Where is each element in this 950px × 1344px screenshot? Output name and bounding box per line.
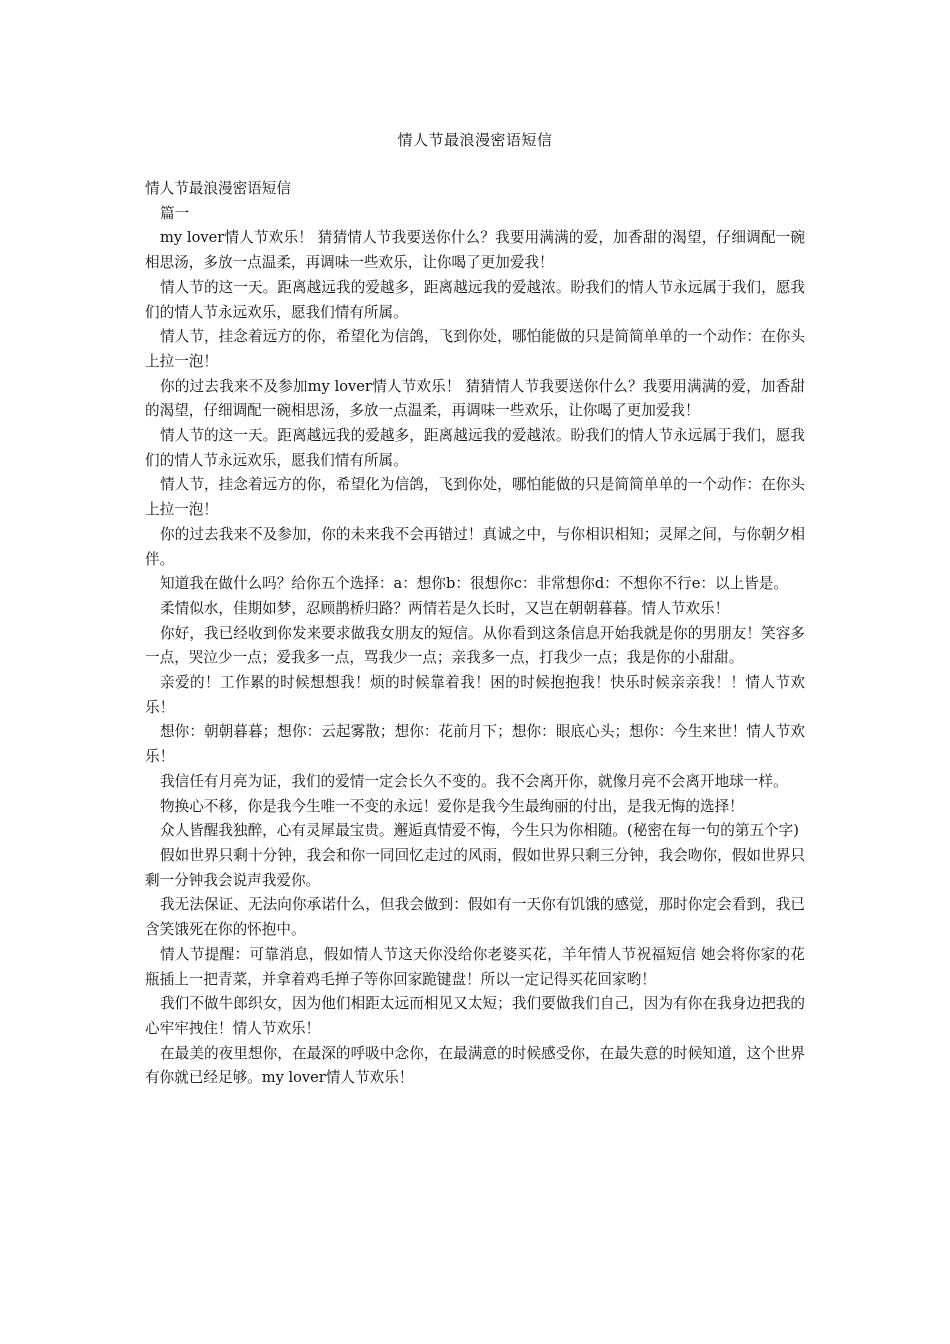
paragraph: 我无法保证、无法向你承诺什么，但我会做到：假如有一天你有饥饿的感觉，那时你定会看到，我已含笑饿死在你的怀抱中。 [145, 896, 805, 939]
document-subtitle: 情人节最浪漫密语短信 [145, 180, 291, 197]
paragraph: 你的过去我来不及参加，你的未来我不会再错过！真诚之中，与你相识相知；灵犀之间，与你朝夕相伴。 [145, 525, 805, 568]
paragraph: 知道我在做什么吗？给你五个选择：a：想你b：很想你c：非常想你d：不想你不行e：以上皆是。 [160, 575, 788, 593]
paragraph: 我们不做牛郎织女，因为他们相距太远而相见又太短；我们要做我们自己，因为有你在我身边把我的心牢牢拽住！情人节欢乐！ [145, 995, 805, 1037]
paragraph: 物换心不移，你是我今生唯一不变的永远！爱你是我今生最绚丽的付出，是我无悔的选择！ [160, 797, 744, 815]
paragraph: 我信任有月亮为证，我们的爱情一定会长久不变的。我不会离开你，就像月亮不会离开地球一样。 [160, 772, 788, 790]
paragraph: 在最美的夜里想你，在最深的呼吸中念你，在最满意的时候感受你，在最失意的时候知道，这个世界有你就已经足够。my lover情人节欢乐！ [145, 1044, 805, 1087]
paragraph: 情人节，挂念着远方的你，希望化为信鸽，飞到你处，哪怕能做的只是简简单单的一个动作：在你头上拉一泡！ [145, 476, 805, 519]
paragraph: my lover情人节欢乐！ 猜猜情人节我要送你什么？我要用满满的爱，加香甜的渴望，仔细调配一碗相思汤，多放一点温柔，再调味一些欢乐，让你喝了更加爱我！ [145, 229, 805, 272]
paragraph: 情人节的这一天。距离越远我的爱越多，距离越远我的爱越浓。盼我们的情人节永远属于我们，愿我们的情人节永远欢乐，愿我们情有所属。 [145, 427, 805, 469]
paragraph: 假如世界只剩十分钟，我会和你一同回忆走过的风雨，假如世界只剩三分钟，我会吻你，假如世界只剩一分钟我会说声我爱你。 [145, 846, 805, 889]
paragraph: 你的过去我来不及参加my lover情人节欢乐！ 猜猜情人节我要送你什么？我要用满满的爱，加香甜的渴望，仔细调配一碗相思汤，多放一点温柔，再调味一些欢乐，让你喝了更加爱我！ [145, 377, 805, 420]
paragraph: 亲爱的！工作累的时候想想我！烦的时候靠着我！困的时候抱抱我！快乐时候亲亲我！！情人节欢乐！ [145, 674, 805, 716]
document-title: 情人节最浪漫密语短信 [397, 131, 553, 149]
section-label: 篇一 [160, 204, 190, 222]
paragraph: 柔情似水，佳期如梦，忍顾鹊桥归路？两情若是久长时，又岂在朝朝暮暮。情人节欢乐！ [160, 599, 730, 617]
paragraph: 你好，我已经收到你发来要求做我女朋友的短信。从你看到这条信息开始我就是你的男朋友！笑容多一点，哭泣少一点；爱我多一点，骂我少一点；亲我多一点，打我少一点；我是你的小甜甜。 [145, 624, 805, 667]
paragraph: 情人节的这一天。距离越远我的爱越多，距离越远我的爱越浓。盼我们的情人节永远属于我们，愿我们的情人节永远欢乐，愿我们情有所属。 [145, 278, 805, 321]
paragraph: 情人节提醒：可靠消息，假如情人节这天你没给你老婆买花，羊年情人节祝福短信 她会将你家的花瓶插上一把青菜，并拿着鸡毛掸子等你回家跪键盘！所以一定记得买花回家哟！ [145, 945, 805, 988]
paragraph: 想你：朝朝暮暮；想你：云起雾散；想你：花前月下；想你：眼底心头；想你：今生来世！情人节欢乐！ [145, 723, 805, 766]
paragraph: 情人节，挂念着远方的你，希望化为信鸽，飞到你处，哪怕能做的只是简简单单的一个动作：在你头上拉一泡！ [145, 328, 805, 370]
paragraph: 众人皆醒我独醉，心有灵犀最宝贵。邂逅真情爱不悔，今生只为你相随。(秘密在每一句的第五个字) [160, 822, 799, 840]
document-body [145, 177, 805, 1091]
